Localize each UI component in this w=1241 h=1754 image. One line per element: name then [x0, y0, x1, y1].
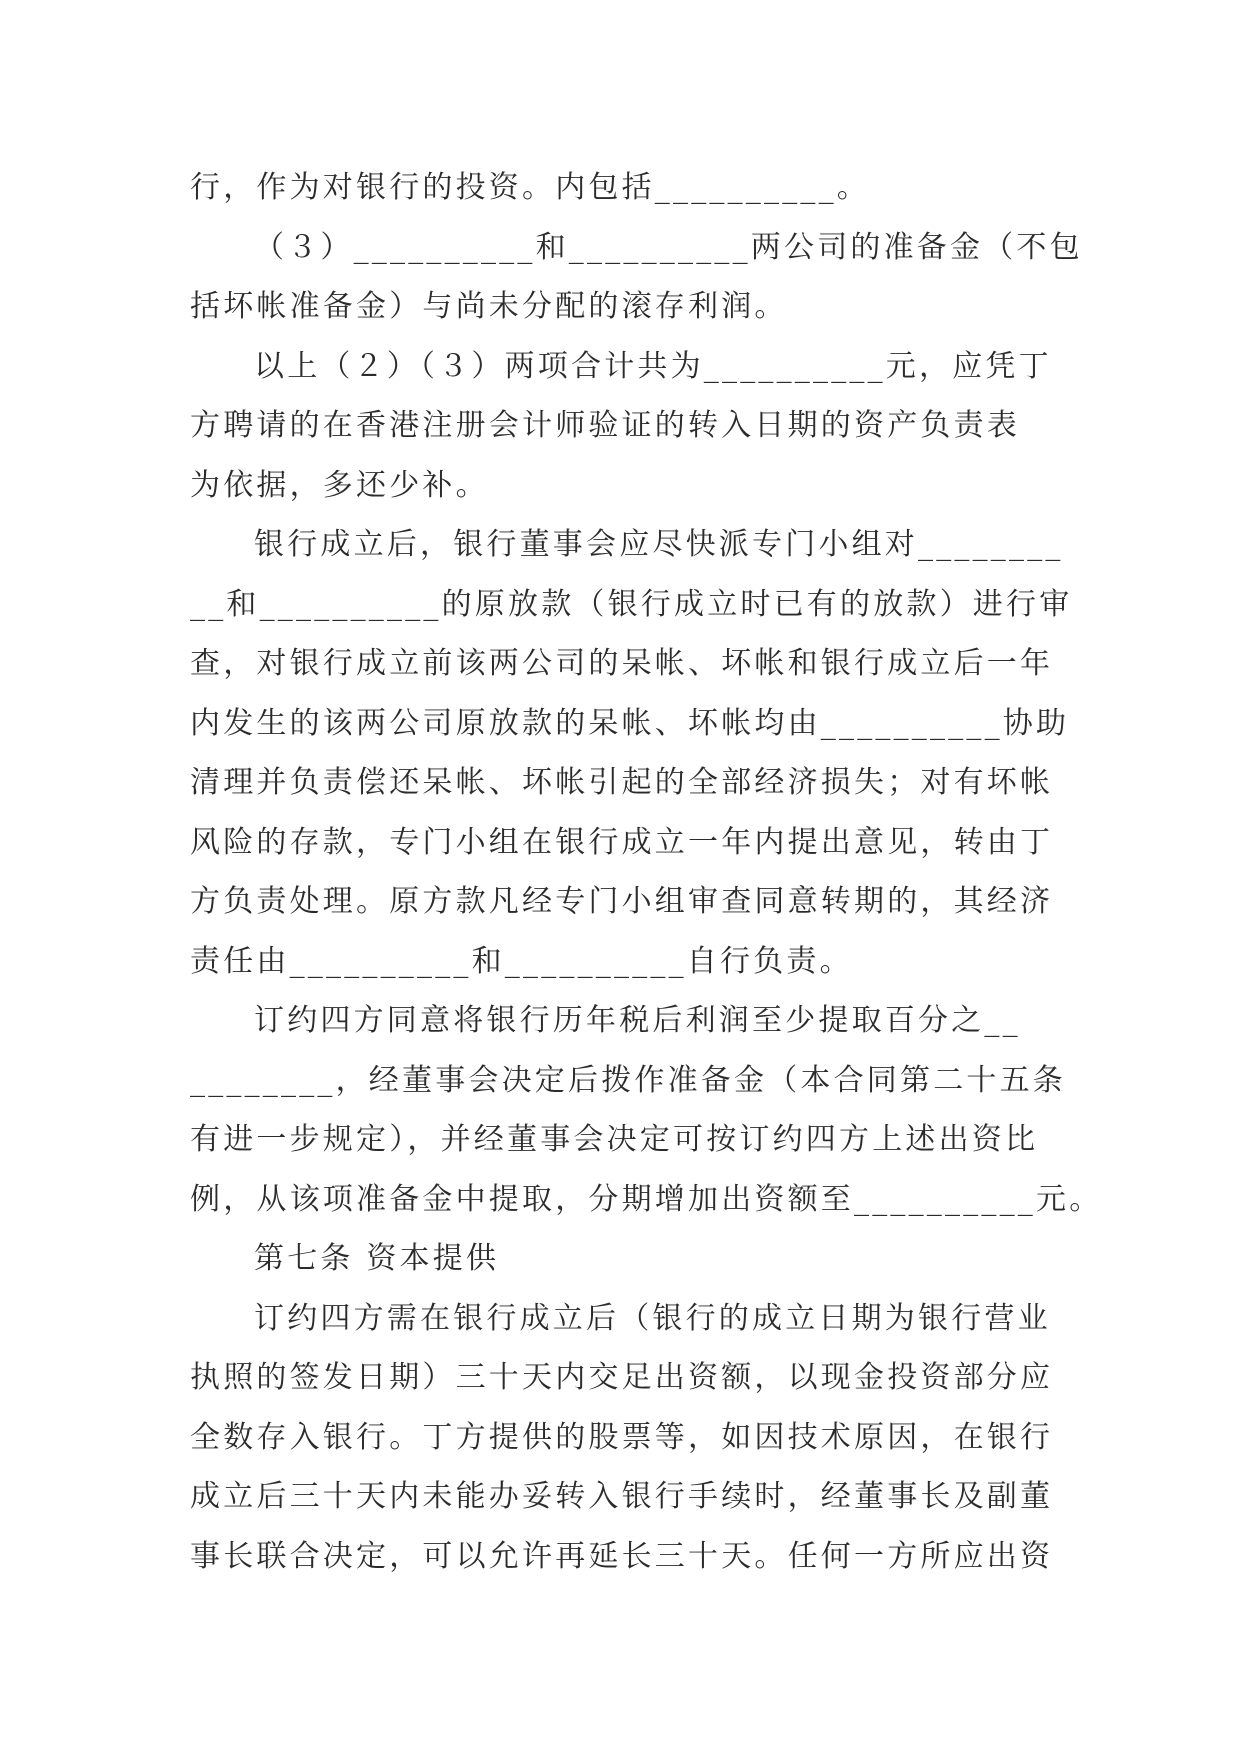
- text-line: 方负责处理。原方款凡经专门小组审查同意转期的，其经济: [190, 884, 1054, 919]
- text-line: 查，对银行成立前该两公司的呆帐、坏帐和银行成立后一年: [190, 646, 1054, 681]
- text-line: 行，作为对银行的投资。内包括__________。: [190, 170, 870, 205]
- text-line: 内发生的该两公司原放款的呆帐、坏帐均由__________协助: [190, 705, 1070, 741]
- text-line: 以上（２）（３）两项合计共为__________元，应凭丁: [254, 348, 1052, 384]
- document-body: [190, 158, 1103, 1586]
- text-line: 清理并负责偿还呆帐、坏帐引起的全部经济损失；对有坏帐: [190, 765, 1054, 800]
- text-line: 订约四方需在银行成立后（银行的成立日期为银行营业: [254, 1300, 1051, 1336]
- text-line: 全数存入银行。丁方提供的股票等，如因技术原因，在银行: [190, 1419, 1054, 1455]
- text-line: 例，从该项准备金中提取，分期增加出资额至__________元。: [190, 1181, 1103, 1217]
- article-heading: 第七条 资本提供: [254, 1241, 500, 1276]
- text-line: 执照的签发日期）三十天内交足出资额，以现金投资部分应: [190, 1360, 1054, 1395]
- text-line: 风险的存款，专门小组在银行成立一年内提出意见，转由丁: [190, 824, 1054, 860]
- text-line: ________，经董事会决定后拨作准备金（本合同第二十五条: [190, 1062, 1066, 1098]
- text-line: 订约四方同意将银行历年税后利润至少提取百分之__: [254, 1003, 1021, 1038]
- text-line: 责任由__________和__________自行负责。: [190, 943, 853, 979]
- text-line: 括坏帐准备金）与尚未分配的滚存利润。: [190, 289, 788, 324]
- text-line: 有进一步规定），并经董事会决定可按订约四方上述出资比: [190, 1122, 1039, 1157]
- text-line: 银行成立后，银行董事会应尽快派专门小组对________: [254, 527, 1064, 562]
- text-line: 事长联合决定，可以允许再延长三十天。任何一方所应出资: [190, 1538, 1054, 1574]
- text-line: __和__________的原放款（银行成立时已有的放款）进行审: [190, 586, 1073, 622]
- text-line: 为依据，多还少补。: [190, 467, 489, 503]
- text-line: 成立后三十天内未能办妥转入银行手续时，经董事长及副董: [190, 1479, 1054, 1514]
- text-line: 方聘请的在香港注册会计师验证的转入日期的资产负责表: [190, 408, 1020, 443]
- text-line: （３）__________和__________两公司的准备金（不包: [254, 229, 1083, 265]
